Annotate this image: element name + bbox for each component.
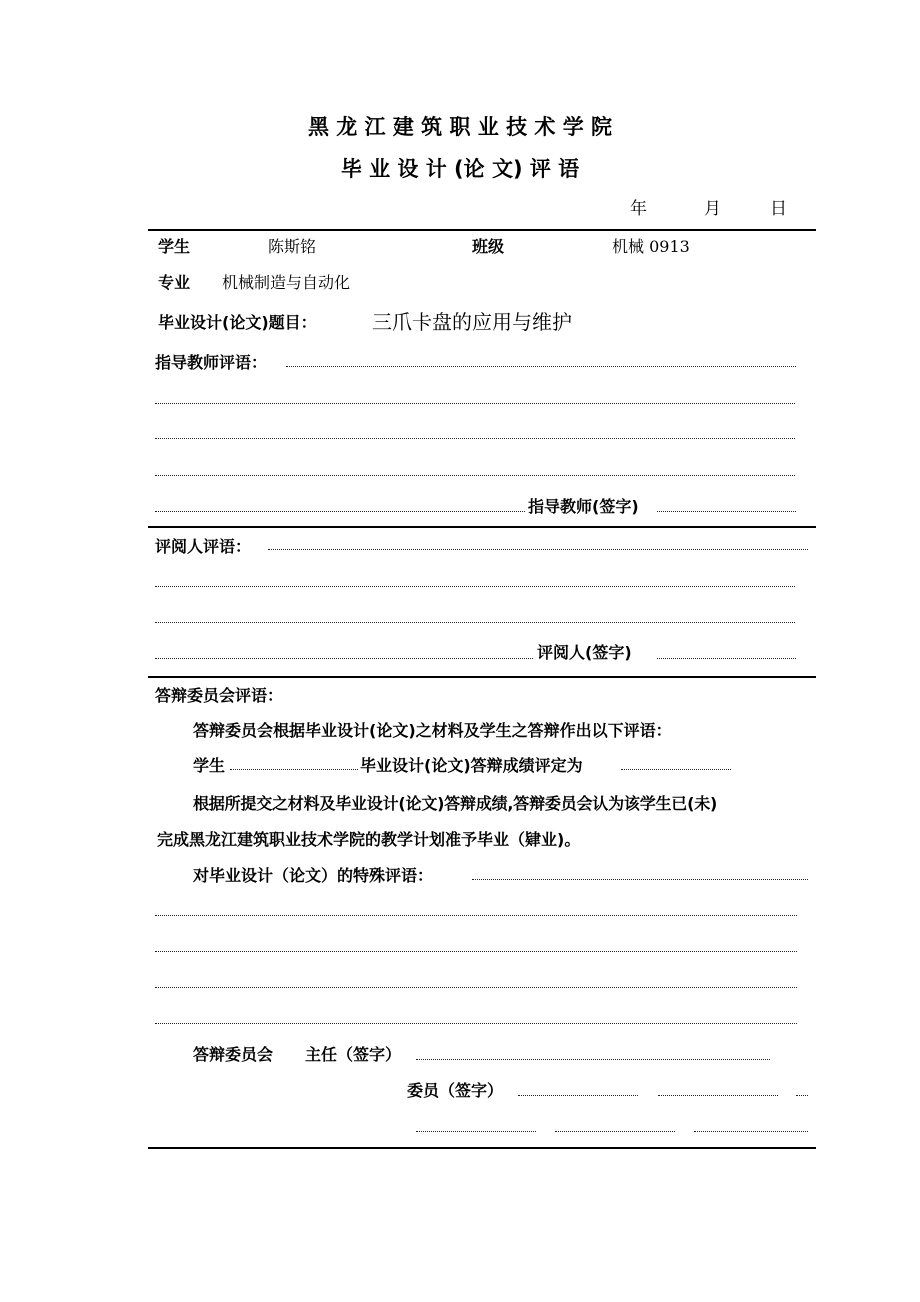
reviewer-line-2[interactable] — [155, 586, 795, 587]
special-line-1[interactable] — [472, 879, 808, 880]
member-signature-line-1[interactable] — [518, 1095, 638, 1096]
student-name: 陈斯铭 — [268, 237, 317, 256]
member-signature-line-6[interactable] — [694, 1131, 808, 1132]
member-signature-label: 委员（签字） — [407, 1081, 504, 1100]
advisor-line-5[interactable] — [155, 511, 525, 512]
reviewer-line-4[interactable] — [155, 658, 533, 659]
special-line-5[interactable] — [155, 1023, 797, 1024]
advisor-comment-label: 指导教师评语： — [155, 353, 268, 372]
advisor-line-4[interactable] — [155, 475, 795, 476]
decision-line-2: 完成黑龙江建筑职业技术学院的教学计划准予毕业（肄业)。 — [157, 830, 581, 849]
chair-signature-label: 主任（签字） — [305, 1045, 402, 1064]
class-value: 机械 0913 — [612, 237, 690, 256]
member-signature-line-3[interactable] — [796, 1095, 808, 1096]
committee-chair-label: 答辩委员会 — [193, 1045, 274, 1064]
advisor-line-2[interactable] — [155, 403, 795, 404]
class-label: 班级 — [472, 237, 505, 256]
decision-line-1: 根据所提交之材料及毕业设计(论文)答辩成绩,答辩委员会认为该学生已(未) — [193, 794, 718, 813]
date-year: 年 — [630, 199, 647, 219]
grade-prefix: 学生 — [193, 756, 226, 775]
date-month: 月 — [704, 199, 721, 219]
bottom-rule — [148, 1147, 816, 1149]
advisor-rule — [148, 526, 816, 528]
special-line-4[interactable] — [155, 987, 797, 988]
grade-student-line[interactable] — [230, 769, 358, 770]
reviewer-signature-label: 评阅人(签字) — [537, 643, 632, 662]
major-label: 专业 — [158, 273, 191, 292]
chair-signature-line[interactable] — [416, 1059, 770, 1060]
committee-intro: 答辩委员会根据毕业设计(论文)之材料及学生之答辩作出以下评语： — [193, 721, 672, 740]
committee-comment-label: 答辩委员会评语： — [155, 686, 284, 705]
student-label: 学生 — [158, 237, 191, 256]
advisor-signature-label: 指导教师(签字) — [528, 497, 639, 516]
date-day: 日 — [770, 199, 787, 219]
form-title: 毕 业 设 计 (论 文) 评 语 — [340, 157, 580, 181]
member-signature-line-2[interactable] — [658, 1095, 778, 1096]
special-line-2[interactable] — [155, 915, 797, 916]
advisor-line-3[interactable] — [155, 438, 795, 439]
reviewer-comment-label: 评阅人评语： — [155, 537, 252, 556]
advisor-signature-line[interactable] — [657, 511, 796, 512]
topic-value: 三爪卡盘的应用与维护 — [372, 310, 572, 334]
reviewer-rule — [148, 676, 816, 678]
reviewer-line-1[interactable] — [268, 549, 808, 550]
special-comment-label: 对毕业设计（论文）的特殊评语： — [193, 866, 434, 885]
top-rule — [148, 229, 816, 231]
member-signature-line-5[interactable] — [555, 1131, 675, 1132]
topic-label: 毕业设计(论文)题目： — [158, 313, 317, 332]
advisor-line-1[interactable] — [286, 366, 796, 367]
grade-middle: 毕业设计(论文)答辩成绩评定为 — [360, 756, 583, 775]
reviewer-signature-line[interactable] — [657, 658, 796, 659]
institution-title: 黑 龙 江 建 筑 职 业 技 术 学 院 — [307, 115, 613, 139]
grade-result-line[interactable] — [621, 769, 731, 770]
member-signature-line-4[interactable] — [416, 1131, 536, 1132]
special-line-3[interactable] — [155, 951, 797, 952]
reviewer-line-3[interactable] — [155, 622, 795, 623]
major-value: 机械制造与自动化 — [222, 273, 351, 292]
